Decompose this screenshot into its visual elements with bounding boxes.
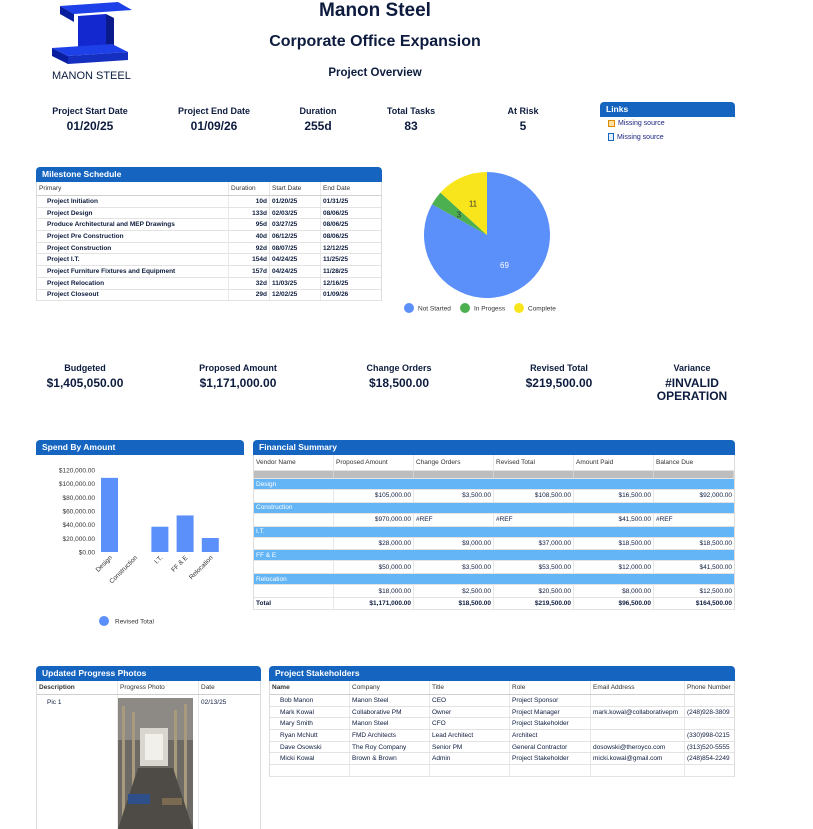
- table-row[interactable]: [270, 742, 734, 754]
- steel-beam-logo-icon: [48, 2, 138, 64]
- financial-table: [253, 455, 735, 610]
- amount-cell: $18,000.00: [334, 585, 414, 597]
- column-header[interactable]: Start Date: [270, 182, 321, 195]
- milestone-end: 11/28/25: [323, 267, 348, 275]
- column-header[interactable]: Duration: [229, 182, 270, 195]
- project-title: Corporate Office Expansion: [269, 33, 481, 50]
- group-name: Design: [256, 480, 277, 488]
- vendor-name: [254, 514, 334, 526]
- y-tick-label: $120,000.00: [58, 467, 95, 475]
- stakeholder-phone: (313)520-5555: [687, 743, 730, 751]
- milestone-start: 04/24/25: [270, 254, 321, 265]
- table-row[interactable]: [254, 514, 734, 527]
- link-label: Missing source: [618, 120, 665, 127]
- empty-cell: [494, 471, 574, 478]
- construction-photo[interactable]: [118, 698, 193, 829]
- table-row[interactable]: [37, 266, 381, 278]
- stakeholder-company: FMD Architects: [350, 730, 430, 741]
- column-header[interactable]: Vendor Name: [254, 455, 334, 470]
- amount-cell: $12,500.00: [699, 587, 732, 595]
- table-row[interactable]: [254, 585, 734, 598]
- stakeholder-name: Mark Kowal: [270, 707, 350, 718]
- group-row[interactable]: [254, 479, 734, 490]
- amount-cell: $16,500.00: [574, 490, 654, 502]
- kpi-tasks-value: 83: [404, 119, 418, 133]
- amount-cell: $12,000.00: [574, 561, 654, 573]
- milestone-end: 08/06/25: [323, 209, 349, 217]
- stakeholder-title: Senior PM: [430, 742, 510, 753]
- legend-label: Complete: [528, 305, 556, 313]
- table-row: [254, 471, 734, 479]
- stakeholder-company: Collaborative PM: [350, 707, 430, 718]
- stakeholder-email: [591, 718, 685, 729]
- column-header[interactable]: Progress Photo: [118, 681, 199, 694]
- x-tick-label: Design: [94, 554, 114, 574]
- stakeholder-role: Architect: [510, 730, 591, 741]
- milestone-end: 12/12/25: [323, 244, 349, 252]
- group-row[interactable]: [254, 550, 734, 561]
- stakeholder-company: Manon Steel: [350, 718, 430, 729]
- empty-cell: [270, 765, 350, 776]
- stakeholder-email: mark.kowal@collaborativepm: [591, 707, 685, 718]
- stakeholder-phone: (248)928-3809: [687, 708, 730, 716]
- y-tick-label: $100,000.00: [58, 481, 95, 489]
- amount-cell: #REF: [414, 514, 494, 526]
- empty-cell: [654, 471, 734, 478]
- revised-total-value: $219,500.00: [525, 376, 593, 390]
- table-row[interactable]: [270, 753, 734, 765]
- milestone-end: 08/06/25: [323, 221, 349, 229]
- stakeholder-role: Project Stakeholder: [510, 718, 591, 729]
- milestone-name: Project Initiation: [37, 196, 229, 207]
- empty-cell: [685, 765, 734, 776]
- amount-cell: $92,000.00: [699, 492, 732, 500]
- table-row[interactable]: [37, 254, 381, 266]
- milestone-start: 06/12/25: [270, 231, 321, 242]
- kpi-duration-value: 255d: [304, 119, 332, 133]
- links-panel-header: Links: [600, 102, 735, 117]
- stakeholder-role: Project Manager: [510, 707, 591, 718]
- y-tick-label: $0.00: [78, 549, 95, 557]
- stakeholder-title: CEO: [430, 695, 510, 706]
- milestone-duration: 92d: [229, 243, 270, 254]
- table-row[interactable]: [270, 695, 734, 707]
- legend-label: Revised Total: [115, 618, 154, 626]
- financial-rows: [254, 471, 734, 610]
- milestone-name: Project Relocation: [37, 278, 229, 289]
- table-row[interactable]: [37, 695, 260, 829]
- amount-cell: $970,000.00: [334, 514, 414, 526]
- milestone-name: Project Design: [37, 208, 229, 219]
- milestone-name: Project Construction: [37, 243, 229, 254]
- table-row[interactable]: [37, 290, 381, 302]
- column-header[interactable]: Company: [350, 681, 430, 694]
- budget-label: Budgeted: [64, 363, 106, 373]
- group-row[interactable]: [254, 527, 734, 538]
- milestone-end: 08/06/25: [323, 232, 349, 240]
- amount-cell: $18,500.00: [699, 539, 732, 547]
- proposed-value: $1,171,000.00: [199, 376, 277, 390]
- stakeholder-role: General Contractor: [510, 742, 591, 753]
- kpi-risk-value: 5: [519, 119, 527, 133]
- milestone-name: Project Pre Construction: [37, 231, 229, 242]
- amount-cell: #REF: [494, 514, 574, 526]
- milestone-start: 04/24/25: [270, 266, 321, 277]
- stakeholder-rows: [270, 695, 734, 777]
- milestone-end: 11/25/25: [323, 256, 348, 264]
- total-amount: $18,500.00: [414, 598, 494, 609]
- pie-data-label: 3: [456, 210, 462, 220]
- milestone-panel-header: Milestone Schedule: [36, 167, 382, 182]
- x-tick-label: FF & E: [170, 554, 190, 574]
- column-header[interactable]: Role: [510, 681, 591, 694]
- pie-data-label: 69: [500, 260, 509, 270]
- column-header[interactable]: Balance Due: [656, 459, 694, 466]
- column-header[interactable]: Name: [270, 681, 350, 694]
- column-header[interactable]: Phone Number: [687, 684, 731, 691]
- column-header[interactable]: Amount Paid: [574, 455, 654, 470]
- document-icon: [608, 133, 614, 141]
- photos-panel-header: Updated Progress Photos: [36, 666, 261, 681]
- total-amount: $1,171,000.00: [334, 598, 414, 609]
- stakeholder-phone: [685, 695, 734, 706]
- milestone-duration: 95d: [229, 219, 270, 230]
- amount-cell: $3,500.00: [414, 490, 494, 502]
- variance-value-line1: #INVALID: [665, 376, 719, 390]
- group-name: Relocation: [256, 575, 287, 583]
- legend-marker: [514, 303, 524, 313]
- milestone-start: 01/20/25: [270, 196, 321, 207]
- stakeholder-email: micki.kowal@gmail.com: [591, 753, 685, 764]
- links-panel: [600, 117, 735, 147]
- milestone-duration: 10d: [229, 196, 270, 207]
- bar-relocation[interactable]: [202, 538, 219, 552]
- column-header[interactable]: Proposed Amount: [334, 455, 414, 470]
- vendor-name: [254, 538, 334, 550]
- stakeholder-name: Mary Smith: [270, 718, 350, 729]
- company-logo: [48, 2, 138, 84]
- stakeholder-email: [591, 695, 685, 706]
- amount-cell: $28,000.00: [334, 538, 414, 550]
- milestone-name: Project Closeout: [37, 290, 229, 301]
- table-row[interactable]: [37, 208, 381, 220]
- legend-marker: [460, 303, 470, 313]
- stakeholder-title: Owner: [430, 707, 510, 718]
- table-row[interactable]: [270, 730, 734, 742]
- spend-panel-header: Spend By Amount: [36, 440, 244, 455]
- empty-cell: [254, 471, 334, 478]
- column-header[interactable]: Description: [37, 681, 118, 694]
- amount-cell: $50,000.00: [334, 561, 414, 573]
- kpi-end-label: Project End Date: [177, 106, 251, 116]
- empty-cell: [430, 765, 510, 776]
- progress-photo-cell: [118, 695, 199, 829]
- logo-text: MANON STEEL: [52, 70, 131, 82]
- table-header-row: [254, 455, 734, 471]
- kpi-duration-label: Duration: [299, 106, 337, 116]
- column-header[interactable]: Primary: [37, 182, 229, 195]
- page-subtitle: Project Overview: [328, 67, 422, 79]
- table-row[interactable]: [270, 765, 734, 777]
- x-tick-label: Construction: [108, 554, 140, 586]
- stakeholder-title: CFO: [430, 718, 510, 729]
- group-row[interactable]: [254, 574, 734, 585]
- amount-cell: $41,500.00: [574, 514, 654, 526]
- column-header[interactable]: Revised Total: [494, 455, 574, 470]
- table-header-row: [270, 681, 734, 695]
- variance-value-line2: OPERATION: [656, 389, 728, 403]
- amount-cell: #REF: [656, 516, 673, 524]
- stakeholder-company: Brown & Brown: [350, 753, 430, 764]
- milestone-name: Project Furniture Fixtures and Equipment: [37, 266, 229, 277]
- kpi-start-value: 01/20/25: [66, 119, 114, 133]
- link-item[interactable]: [608, 133, 664, 141]
- table-row[interactable]: [37, 278, 381, 290]
- amount-cell: $105,000.00: [334, 490, 414, 502]
- column-header[interactable]: End Date: [323, 185, 351, 192]
- milestone-start: 03/27/25: [270, 219, 321, 230]
- legend-marker: [99, 616, 109, 626]
- stakeholder-phone: [685, 718, 734, 729]
- table-row[interactable]: [270, 707, 734, 719]
- vendor-name: [254, 490, 334, 502]
- group-name: FF & E: [256, 551, 277, 559]
- milestone-duration: 40d: [229, 231, 270, 242]
- y-tick-label: $40,000.00: [62, 522, 95, 530]
- change-orders-label: Change Orders: [366, 363, 432, 373]
- amount-cell: $18,500.00: [574, 538, 654, 550]
- milestone-end: 01/31/25: [323, 197, 349, 205]
- table-row[interactable]: [270, 718, 734, 730]
- empty-cell: [334, 471, 414, 478]
- group-name: I.T.: [256, 528, 265, 536]
- revised-total-label: Revised Total: [530, 363, 588, 373]
- amount-cell: $2,500.00: [414, 585, 494, 597]
- kpi-end-value: 01/09/26: [190, 119, 238, 133]
- stakeholder-phone: (248)854-2249: [687, 755, 730, 763]
- amount-cell: $9,000.00: [414, 538, 494, 550]
- pie-data-label: 11: [468, 199, 478, 209]
- stakeholder-name: Dave Osowski: [270, 742, 350, 753]
- y-tick-label: $80,000.00: [62, 494, 95, 502]
- total-row[interactable]: [254, 598, 734, 610]
- kpi-tasks-label: Total Tasks: [386, 106, 436, 116]
- variance-label: Variance: [673, 363, 711, 373]
- amount-cell: $108,500.00: [494, 490, 574, 502]
- x-tick-label: Relocation: [188, 554, 215, 582]
- kpi-risk-label: At Risk: [507, 106, 539, 116]
- table-row[interactable]: [254, 490, 734, 503]
- stakeholder-role: Project Stakeholder: [510, 753, 591, 764]
- stakeholder-email: [591, 730, 685, 741]
- column-header[interactable]: Email Address: [591, 681, 685, 694]
- amount-cell: $41,500.00: [699, 563, 732, 571]
- table-row[interactable]: [37, 219, 381, 231]
- milestone-end: 12/16/25: [323, 279, 349, 287]
- milestone-table: [36, 182, 382, 301]
- budget-value: $1,405,050.00: [46, 376, 124, 390]
- amount-cell: $37,000.00: [494, 538, 574, 550]
- photos-table: [36, 681, 261, 829]
- stakeholder-title: Lead Architect: [430, 730, 510, 741]
- stakeholder-name: Ryan McNutt: [270, 730, 350, 741]
- group-row[interactable]: [254, 503, 734, 514]
- bar-i-t-[interactable]: [151, 527, 168, 552]
- milestone-duration: 157d: [229, 266, 270, 277]
- milestone-start: 08/07/25: [270, 243, 321, 254]
- legend-label: In Progess: [474, 305, 506, 313]
- legend-label: Not Started: [418, 305, 451, 313]
- stakeholders-panel-header: Project Stakeholders: [269, 666, 735, 681]
- empty-cell: [350, 765, 430, 776]
- milestone-duration: 154d: [229, 254, 270, 265]
- stakeholder-name: Micki Kowal: [270, 753, 350, 764]
- link-item[interactable]: [608, 120, 665, 127]
- total-label: Total: [254, 598, 334, 609]
- total-amount: $96,500.00: [574, 598, 654, 609]
- spend-bar-chart: [36, 455, 244, 635]
- link-label: Missing source: [617, 133, 664, 141]
- company-name: Manon Steel: [319, 0, 431, 21]
- total-amount: $219,500.00: [494, 598, 574, 609]
- amount-cell: $53,500.00: [494, 561, 574, 573]
- milestone-name: Produce Architectural and MEP Drawings: [37, 219, 229, 230]
- stakeholder-role: Project Sponsor: [510, 695, 591, 706]
- y-tick-label: $60,000.00: [62, 508, 95, 516]
- kpi-start-label: Project Start Date: [52, 106, 128, 116]
- column-header[interactable]: Change Orders: [414, 455, 494, 470]
- total-amount: $164,500.00: [695, 599, 732, 607]
- x-tick-label: I.T.: [153, 554, 165, 566]
- vendor-name: [254, 585, 334, 597]
- empty-cell: [591, 765, 685, 776]
- amount-cell: $8,000.00: [574, 585, 654, 597]
- stakeholder-title: Admin: [430, 753, 510, 764]
- change-orders-value: $18,500.00: [368, 376, 430, 390]
- column-header[interactable]: Title: [430, 681, 510, 694]
- spreadsheet-icon: [608, 120, 615, 127]
- milestone-start: 02/03/25: [270, 208, 321, 219]
- stakeholders-table: [269, 681, 735, 777]
- financial-panel-header: Financial Summary: [253, 440, 735, 455]
- table-header-row: [37, 182, 381, 196]
- amount-cell: $3,500.00: [414, 561, 494, 573]
- legend-marker: [404, 303, 414, 313]
- stakeholder-name: Bob Manon: [270, 695, 350, 706]
- milestone-start: 11/03/25: [270, 278, 321, 289]
- table-row[interactable]: [37, 243, 381, 255]
- task-status-pie-chart: [390, 168, 590, 318]
- bar-ff-e[interactable]: [177, 515, 194, 552]
- table-row[interactable]: [37, 231, 381, 243]
- proposed-label: Proposed Amount: [199, 363, 277, 373]
- amount-cell: $20,500.00: [494, 585, 574, 597]
- table-header-row: [37, 681, 260, 695]
- vendor-name: [254, 561, 334, 573]
- y-tick-label: $20,000.00: [62, 535, 95, 543]
- empty-cell: [574, 471, 654, 478]
- milestone-end: 01/09/26: [323, 291, 349, 299]
- milestone-duration: 32d: [229, 278, 270, 289]
- stakeholder-company: Manon Steel: [350, 695, 430, 706]
- group-name: Construction: [256, 504, 293, 512]
- empty-cell: [414, 471, 494, 478]
- stakeholder-company: The Roy Company: [350, 742, 430, 753]
- column-header[interactable]: Date: [201, 684, 215, 691]
- bar-design[interactable]: [101, 478, 118, 552]
- milestone-duration: 133d: [229, 208, 270, 219]
- table-row[interactable]: [254, 538, 734, 551]
- empty-cell: [510, 765, 591, 776]
- milestone-name: Project I.T.: [37, 254, 229, 265]
- photo-date: 02/13/25: [201, 699, 227, 706]
- table-row[interactable]: [37, 196, 381, 208]
- stakeholder-phone: (330)998-0215: [687, 731, 730, 739]
- milestone-duration: 29d: [229, 290, 270, 301]
- stakeholder-email: dosowski@theroyco.com: [591, 742, 685, 753]
- table-row[interactable]: [254, 561, 734, 574]
- milestone-start: 12/02/25: [270, 290, 321, 301]
- milestone-rows: [37, 196, 381, 301]
- photo-description: Pic 1: [37, 695, 118, 829]
